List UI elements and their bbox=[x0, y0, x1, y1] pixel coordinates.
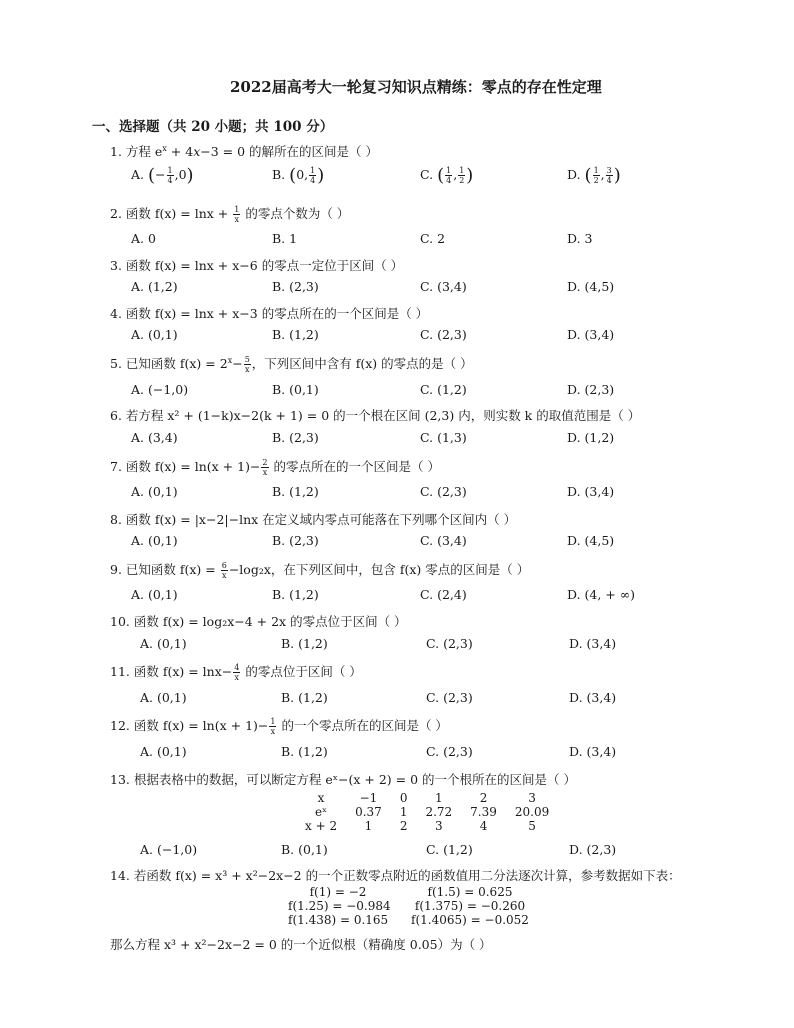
table-row: x −1 0 1 2 3 bbox=[317, 791, 536, 805]
q3-option-d[interactable]: D. (4,5) bbox=[567, 279, 615, 294]
q1-option-b[interactable]: B. (0, $\frac{1}{4}$ ) bbox=[272, 165, 325, 186]
fraction: $\frac{1}{4}$ bbox=[167, 166, 173, 185]
table-row: x + 2 1 2 3 4 5 bbox=[305, 819, 536, 833]
q1-var: x bbox=[193, 144, 201, 159]
bisection-left-3: f(1.438) = 0.165 bbox=[288, 913, 389, 927]
q10-option-c[interactable]: C. (2,3) bbox=[426, 636, 473, 651]
q9-option-d[interactable]: D. (4, + ∞) bbox=[567, 587, 636, 602]
q13-option-a[interactable]: A. (−1,0) bbox=[140, 842, 198, 857]
q6-option-b[interactable]: B. (2,3) bbox=[272, 430, 319, 445]
fraction: $\frac{1}{x}$ bbox=[234, 205, 240, 224]
question-5: 5. 已知函数 $f(x) = 2^x-$ $\frac{5}{x}$ ，下列区间中含有 f(x) 的零点的是（ ） bbox=[110, 355, 473, 374]
q2-option-d[interactable]: D. 3 bbox=[567, 231, 593, 246]
q2-option-a[interactable]: A. 0 bbox=[131, 231, 156, 246]
bisection-left-2: f(1.25) = −0.984 bbox=[288, 899, 391, 913]
q1-number: 1. bbox=[110, 144, 122, 159]
q6-option-d[interactable]: D. (1,2) bbox=[567, 430, 615, 445]
q10-option-a[interactable]: A. (0,1) bbox=[140, 636, 187, 651]
q4-option-d[interactable]: D. (3,4) bbox=[567, 327, 615, 342]
q12-option-a[interactable]: A. (0,1) bbox=[140, 744, 187, 759]
question-12: 12. 函数 f(x) = ln(x + 1)− $\frac{1}{x}$ 的一个零点所在的区间是（ ） bbox=[110, 717, 448, 736]
q1-option-a[interactable]: A. (− $\frac{1}{4}$ ,0) bbox=[131, 165, 194, 186]
fraction: $\frac{2}{x}$ bbox=[262, 458, 268, 477]
question-3: 3. 函数 f(x) = lnx + x−6 的零点一定位于区间（ ） bbox=[110, 258, 404, 273]
question-8: 8. 函数 f(x) = |x−2|−lnx 在定义域内零点可能落在下列哪个区间内（ ） bbox=[110, 512, 517, 527]
q3-option-a[interactable]: A. (1,2) bbox=[131, 279, 178, 294]
q2-option-c[interactable]: C. 2 bbox=[420, 231, 446, 246]
question-14-tail: 那么方程 x³ + x²−2x−2 = 0 的一个近似根（精确度 0.05）为（ ） bbox=[110, 937, 492, 952]
q5-option-b[interactable]: B. (0,1) bbox=[272, 382, 319, 397]
question-6: 6. 若方程 x² + (1−k)x−2(k + 1) = 0 的一个根在区间 (2,3) 内，则实数 k 的取值范围是（ ） bbox=[110, 408, 641, 423]
q13-option-d[interactable]: D. (2,3) bbox=[569, 842, 617, 857]
q1-text-mid: + 4 bbox=[166, 144, 194, 159]
fraction: $\frac{1}{x}$ bbox=[270, 717, 276, 736]
question-13: 13. 根据表格中的数据，可以断定方程 eˣ−(x + 2) = 0 的一个根所在的区间是（ ） bbox=[110, 772, 576, 787]
question-9: 9. 已知函数 f(x) = $\frac{6}{x}$ −log₂x，在下列区间中，包含 f(x) 零点的区间是（ ） bbox=[110, 561, 530, 580]
q2-option-b[interactable]: B. 1 bbox=[272, 231, 298, 246]
fraction: $\frac{1}{2}$ bbox=[459, 166, 465, 185]
bisection-right-2: f(1.375) = −0.260 bbox=[414, 899, 526, 913]
q5-option-a[interactable]: A. (−1,0) bbox=[131, 382, 189, 397]
q7-option-d[interactable]: D. (3,4) bbox=[567, 484, 615, 499]
fraction: $\frac{3}{4}$ bbox=[606, 166, 612, 185]
q11-option-d[interactable]: D. (3,4) bbox=[569, 690, 617, 705]
bisection-right-3: f(1.4065) = −0.052 bbox=[411, 913, 529, 927]
q9-option-b[interactable]: B. (1,2) bbox=[272, 587, 319, 602]
question-11: 11. 函数 f(x) = lnx− $\frac{4}{x}$ 的零点位于区间（ ） bbox=[110, 663, 362, 682]
q13-option-c[interactable]: C. (1,2) bbox=[426, 842, 473, 857]
q10-option-b[interactable]: B. (1,2) bbox=[281, 636, 328, 651]
question-10: 10. 函数 f(x) = log₂x−4 + 2x 的零点位于区间（ ） bbox=[110, 614, 407, 629]
q1-exponent: x bbox=[162, 143, 167, 153]
question-14: 14. 若函数 f(x) = x³ + x²−2x−2 的一个正数零点附近的函数值用二分法逐次计算，参考数据如下表： bbox=[110, 868, 681, 883]
q10-option-d[interactable]: D. (3,4) bbox=[569, 636, 617, 651]
q11-option-b[interactable]: B. (1,2) bbox=[281, 690, 328, 705]
q3-option-b[interactable]: B. (2,3) bbox=[272, 279, 319, 294]
q6-option-c[interactable]: C. (1,3) bbox=[420, 430, 467, 445]
bisection-left-1: f(1) = −2 bbox=[309, 885, 367, 899]
question-2: 2. 函数 f(x) = lnx + $\frac{1}{x}$ 的零点个数为（ ） bbox=[110, 205, 350, 224]
q5-option-c[interactable]: C. (1,2) bbox=[420, 382, 467, 397]
q1-option-d[interactable]: D. ( $\frac{1}{2}$ , $\frac{3}{4}$ ) bbox=[567, 165, 621, 186]
fraction: $\frac{4}{x}$ bbox=[234, 663, 240, 682]
q6-option-a[interactable]: A. (3,4) bbox=[131, 430, 178, 445]
fraction: $\frac{1}{4}$ bbox=[310, 166, 316, 185]
q1-text-pre: 方程 e bbox=[125, 144, 163, 159]
fraction: $\frac{1}{2}$ bbox=[593, 166, 599, 185]
q9-option-a[interactable]: A. (0,1) bbox=[131, 587, 178, 602]
question-1 bbox=[110, 142, 378, 160]
q7-option-a[interactable]: A. (0,1) bbox=[131, 484, 178, 499]
q11-option-a[interactable]: A. (0,1) bbox=[140, 690, 187, 705]
fraction: $\frac{5}{x}$ bbox=[244, 355, 250, 374]
q5-option-d[interactable]: D. (2,3) bbox=[567, 382, 615, 397]
q12-option-b[interactable]: B. (1,2) bbox=[281, 744, 328, 759]
bisection-right-1: f(1.5) = 0.625 bbox=[427, 885, 513, 899]
q9-option-c[interactable]: C. (2,4) bbox=[420, 587, 467, 602]
q8-option-a[interactable]: A. (0,1) bbox=[131, 533, 178, 548]
data-table bbox=[296, 791, 558, 833]
q4-option-b[interactable]: B. (1,2) bbox=[272, 327, 319, 342]
question-7: 7. 函数 f(x) = ln(x + 1)− $\frac{2}{x}$ 的零点所在的一个区间是（ ） bbox=[110, 458, 440, 477]
q1-text-post: −3 = 0 的解所在的区间是（ ） bbox=[200, 144, 378, 159]
fraction: $\frac{1}{4}$ bbox=[446, 166, 452, 185]
q1-option-c[interactable]: C. ( $\frac{1}{4}$ , $\frac{1}{2}$ ) bbox=[420, 165, 474, 186]
question-4: 4. 函数 f(x) = lnx + x−3 的零点所在的一个区间是（ ） bbox=[110, 306, 429, 321]
q7-option-b[interactable]: B. (1,2) bbox=[272, 484, 319, 499]
q8-option-b[interactable]: B. (2,3) bbox=[272, 533, 319, 548]
q11-option-c[interactable]: C. (2,3) bbox=[426, 690, 473, 705]
q3-option-c[interactable]: C. (3,4) bbox=[420, 279, 467, 294]
q12-option-d[interactable]: D. (3,4) bbox=[569, 744, 617, 759]
fraction: $\frac{6}{x}$ bbox=[221, 561, 227, 580]
q13-option-b[interactable]: B. (0,1) bbox=[281, 842, 328, 857]
table-row: eˣ 0.37 1 2.72 7.39 20.09 bbox=[314, 805, 550, 819]
q12-option-c[interactable]: C. (2,3) bbox=[426, 744, 473, 759]
q7-option-c[interactable]: C. (2,3) bbox=[420, 484, 467, 499]
q8-option-c[interactable]: C. (3,4) bbox=[420, 533, 467, 548]
page-title: 2022届高考大一轮复习知识点精练：零点的存在性定理 bbox=[230, 78, 602, 96]
section-heading: 一、选择题（共 20 小题；共 100 分） bbox=[92, 119, 334, 135]
q4-option-a[interactable]: A. (0,1) bbox=[131, 327, 178, 342]
q8-option-d[interactable]: D. (4,5) bbox=[567, 533, 615, 548]
q4-option-c[interactable]: C. (2,3) bbox=[420, 327, 467, 342]
